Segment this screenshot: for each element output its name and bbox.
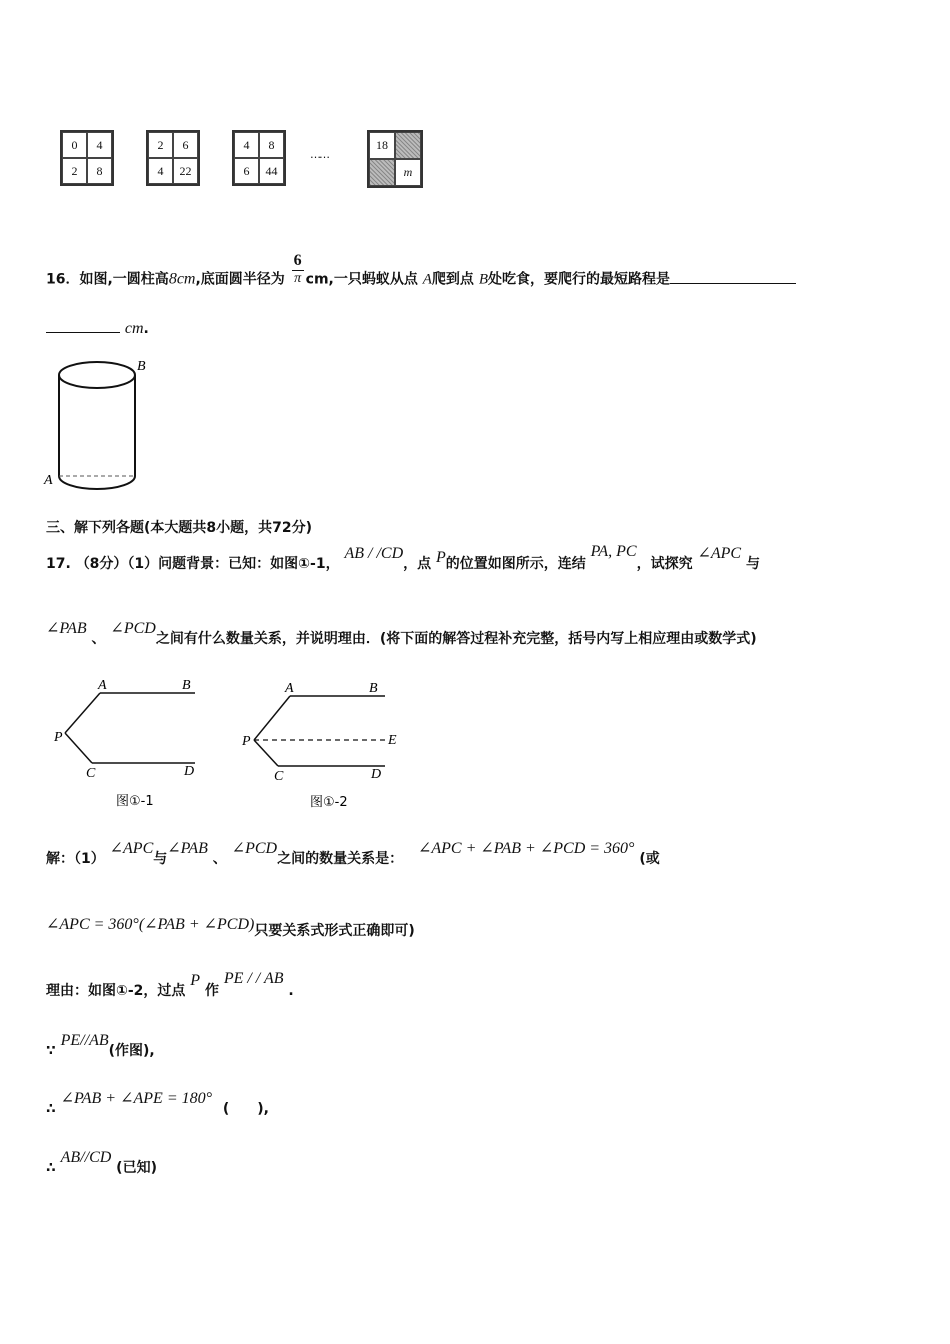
solution-line4: ∵ PE//AB(作图), — [46, 1032, 155, 1059]
cyl-label-b: B — [137, 359, 146, 374]
grid-cell: 22 — [173, 158, 198, 184]
grid-cell: 8 — [259, 132, 284, 158]
fig2-label-e: E — [388, 733, 397, 748]
grid-ellipsis: …… — [310, 148, 328, 161]
fig1-label-a: A — [98, 678, 107, 693]
grid-cell: 4 — [234, 132, 259, 158]
answer-blank[interactable] — [670, 283, 796, 284]
grid-cell: 6 — [173, 132, 198, 158]
section-3-heading: 三、解下列各题(本大题共8小题，共72分) — [46, 520, 313, 536]
solution-line6: ∴ AB//CD (已知) — [46, 1149, 157, 1176]
cylinder-figure — [40, 350, 160, 500]
q16-line2: cm. — [46, 320, 149, 338]
grid-cell-shaded — [395, 132, 421, 159]
grid-1 — [60, 130, 114, 186]
grid-cell: 44 — [259, 158, 284, 184]
fig2-label-p: P — [242, 734, 251, 749]
figure-1-1 — [50, 675, 220, 815]
grid-cell: 4 — [148, 158, 173, 184]
grid-cell-shaded — [369, 159, 395, 186]
solution-line1: 解：（1） ∠APC与∠PAB 、 ∠PCD之间的数量关系是： ∠APC + ∠PAB + ∠PCD = 360° (或 — [46, 840, 660, 867]
grid-cell: 18 — [369, 132, 395, 159]
fig2-label-a: A — [285, 681, 294, 696]
solution-line5: ∴ ∠PAB + ∠APE = 180° ( ), — [46, 1090, 270, 1117]
grid-cell: 6 — [234, 158, 259, 184]
grid-cell: 0 — [62, 132, 87, 158]
q17-line2: ∠PAB 、 ∠PCD之间有什么数量关系，并说明理由．(将下面的解答过程补充完整，括号内写上相应理由或数学式) — [46, 620, 757, 647]
fig2-label-b: B — [369, 681, 378, 696]
cyl-label-a: A — [44, 473, 53, 488]
grid-cell: 2 — [148, 132, 173, 158]
fig1-label-d: D — [184, 764, 195, 779]
grid-last — [367, 130, 423, 188]
answer-blank-cont[interactable] — [46, 332, 120, 333]
grid-cell: 8 — [87, 158, 112, 184]
fraction: $\frac{6}{\pi}$ — [293, 252, 302, 286]
grid-2 — [146, 130, 200, 186]
grid-cell: 4 — [87, 132, 112, 158]
solution-line3: 理由：如图①-2，过点 P 作 PE / / AB . — [46, 970, 294, 999]
fig1-label-b: B — [182, 678, 191, 693]
grid-cell: m — [395, 159, 421, 186]
q17-line1: 17. （8分）（1）问题背景：已知：如图①-1， AB / /CD，点 P的位置如图所示，连结 PA, PC，试探究 ∠APC 与 — [46, 543, 760, 572]
grid-3 — [232, 130, 286, 186]
fig1-label-c: C — [86, 766, 96, 781]
solution-line2: ∠APC = 360°(∠PAB + ∠PCD)只要关系式形式正确即可) — [46, 916, 415, 939]
q16-line1: 16．如图,一圆柱高8cm,底面圆半径为 $\frac{6}{\pi}$ cm,一只蚂蚁从点 A爬到点 B处吃食，要爬行的最短路程是 — [46, 262, 796, 297]
fig1-label-p: P — [54, 730, 63, 745]
fig2-label-c: C — [274, 769, 284, 784]
fig2-label-d: D — [371, 767, 382, 782]
fig1-caption: 图①-1 — [116, 794, 154, 809]
grid-cell: 2 — [62, 158, 87, 184]
figure-1-2 — [240, 678, 415, 818]
reason-blank[interactable]: ( ), — [222, 1101, 270, 1117]
fig2-caption: 图①-2 — [310, 795, 348, 810]
